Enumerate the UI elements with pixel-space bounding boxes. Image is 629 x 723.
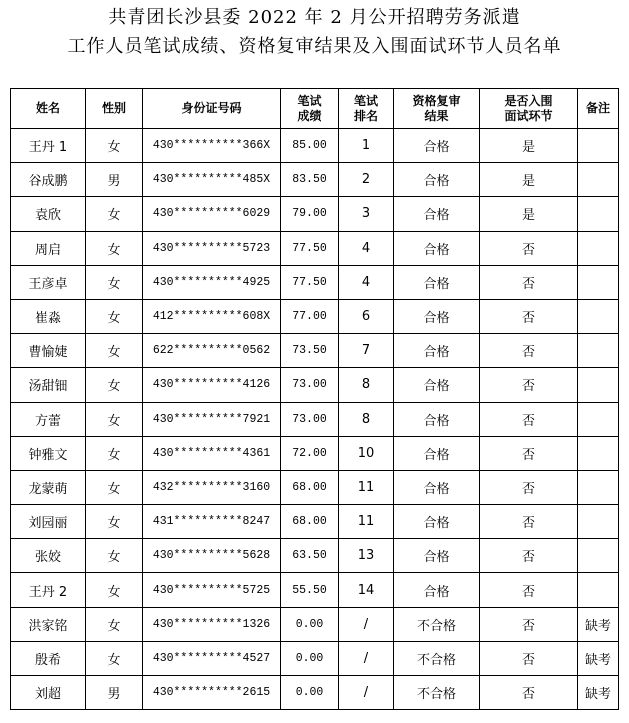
- cell-name: 王彦卓: [11, 265, 86, 299]
- table-row: [11, 334, 619, 368]
- table-body: [11, 129, 619, 710]
- cell-written-rank: 1: [339, 129, 394, 163]
- cell-gender: 女: [86, 334, 143, 368]
- cell-review-result: 合格: [394, 505, 480, 539]
- cell-id-number: 412**********608X: [143, 299, 281, 333]
- cell-name: 龙蒙萌: [11, 470, 86, 504]
- cell-gender: 男: [86, 676, 143, 710]
- cell-written-rank: 8: [339, 402, 394, 436]
- cell-written-score: 55.50: [281, 573, 339, 607]
- cell-review-result: 不合格: [394, 607, 480, 641]
- cell-review-result: 合格: [394, 334, 480, 368]
- cell-name: 周启: [11, 231, 86, 265]
- cell-id-number: 432**********3160: [143, 470, 281, 504]
- cell-written-rank: 4: [339, 265, 394, 299]
- cell-note: [578, 299, 619, 333]
- cell-name: 曹愉婕: [11, 334, 86, 368]
- cell-note: [578, 402, 619, 436]
- cell-written-rank: 6: [339, 299, 394, 333]
- cell-review-result: 合格: [394, 231, 480, 265]
- cell-review-result: 合格: [394, 299, 480, 333]
- cell-name: 钟雅文: [11, 436, 86, 470]
- cell-name: 刘超: [11, 676, 86, 710]
- cell-written-score: 72.00: [281, 436, 339, 470]
- cell-note: [578, 539, 619, 573]
- cell-note: [578, 265, 619, 299]
- cell-interview-shortlist: 否: [480, 641, 578, 675]
- table-row: [11, 641, 619, 675]
- cell-name: 王丹 1: [11, 129, 86, 163]
- cell-note: [578, 231, 619, 265]
- cell-written-rank: 14: [339, 573, 394, 607]
- cell-note: 缺考: [578, 607, 619, 641]
- cell-gender: 女: [86, 197, 143, 231]
- cell-note: [578, 197, 619, 231]
- header-name: 姓名: [11, 89, 86, 129]
- table-row: [11, 573, 619, 607]
- cell-interview-shortlist: 否: [480, 573, 578, 607]
- cell-written-score: 83.50: [281, 163, 339, 197]
- cell-written-rank: 11: [339, 505, 394, 539]
- cell-id-number: 430**********4126: [143, 368, 281, 402]
- cell-written-score: 77.50: [281, 231, 339, 265]
- cell-review-result: 合格: [394, 163, 480, 197]
- cell-written-score: 85.00: [281, 129, 339, 163]
- cell-review-result: 不合格: [394, 641, 480, 675]
- cell-gender: 女: [86, 368, 143, 402]
- cell-review-result: 合格: [394, 539, 480, 573]
- cell-review-result: 合格: [394, 129, 480, 163]
- cell-interview-shortlist: 否: [480, 231, 578, 265]
- cell-written-score: 77.00: [281, 299, 339, 333]
- header-id-number: 身份证号码: [143, 89, 281, 129]
- document-title-line-1: 共青团长沙县委 2022 年 2 月公开招聘劳务派遣: [108, 7, 521, 28]
- header-review-result: 资格复审 结果: [394, 89, 480, 129]
- table-row: [11, 436, 619, 470]
- cell-written-score: 0.00: [281, 676, 339, 710]
- cell-name: 张姣: [11, 539, 86, 573]
- cell-id-number: 430**********5628: [143, 539, 281, 573]
- cell-name: 殷希: [11, 641, 86, 675]
- cell-gender: 女: [86, 299, 143, 333]
- cell-name: 方蕾: [11, 402, 86, 436]
- table-row: [11, 231, 619, 265]
- cell-written-rank: /: [339, 641, 394, 675]
- table-row: [11, 607, 619, 641]
- cell-written-rank: 11: [339, 470, 394, 504]
- cell-interview-shortlist: 否: [480, 436, 578, 470]
- cell-gender: 女: [86, 231, 143, 265]
- cell-note: [578, 573, 619, 607]
- cell-id-number: 430**********4925: [143, 265, 281, 299]
- header-gender: 性别: [86, 89, 143, 129]
- cell-gender: 男: [86, 163, 143, 197]
- cell-id-number: 622**********0562: [143, 334, 281, 368]
- cell-written-rank: 13: [339, 539, 394, 573]
- cell-id-number: 431**********8247: [143, 505, 281, 539]
- cell-written-rank: 8: [339, 368, 394, 402]
- cell-gender: 女: [86, 505, 143, 539]
- cell-interview-shortlist: 否: [480, 299, 578, 333]
- cell-note: [578, 163, 619, 197]
- cell-gender: 女: [86, 573, 143, 607]
- cell-note: [578, 505, 619, 539]
- table-row: [11, 505, 619, 539]
- table-row: [11, 265, 619, 299]
- results-table: [10, 88, 619, 710]
- cell-written-score: 73.00: [281, 368, 339, 402]
- cell-interview-shortlist: 否: [480, 334, 578, 368]
- cell-gender: 女: [86, 402, 143, 436]
- cell-interview-shortlist: 否: [480, 676, 578, 710]
- table-row: [11, 539, 619, 573]
- cell-id-number: 430**********5725: [143, 573, 281, 607]
- cell-interview-shortlist: 否: [480, 402, 578, 436]
- cell-written-rank: 4: [339, 231, 394, 265]
- cell-written-score: 73.50: [281, 334, 339, 368]
- header-note: 备注: [578, 89, 619, 129]
- cell-written-rank: 2: [339, 163, 394, 197]
- cell-name: 崔淼: [11, 299, 86, 333]
- cell-written-score: 68.00: [281, 505, 339, 539]
- cell-gender: 女: [86, 539, 143, 573]
- cell-name: 袁欣: [11, 197, 86, 231]
- cell-name: 谷成鹏: [11, 163, 86, 197]
- table-row: [11, 402, 619, 436]
- cell-note: [578, 334, 619, 368]
- cell-written-rank: 7: [339, 334, 394, 368]
- cell-written-score: 79.00: [281, 197, 339, 231]
- table-header-row: [11, 89, 619, 129]
- table-row: [11, 470, 619, 504]
- header-written-rank: 笔试 排名: [339, 89, 394, 129]
- cell-gender: 女: [86, 436, 143, 470]
- cell-written-rank: /: [339, 607, 394, 641]
- cell-review-result: 合格: [394, 573, 480, 607]
- cell-id-number: 430**********4527: [143, 641, 281, 675]
- cell-id-number: 430**********7921: [143, 402, 281, 436]
- cell-id-number: 430**********1326: [143, 607, 281, 641]
- table-row: [11, 676, 619, 710]
- cell-id-number: 430**********485X: [143, 163, 281, 197]
- cell-id-number: 430**********4361: [143, 436, 281, 470]
- cell-id-number: 430**********5723: [143, 231, 281, 265]
- document-title-line-2: 工作人员笔试成绩、资格复审结果及入围面试环节人员名单: [67, 36, 562, 57]
- cell-written-score: 77.50: [281, 265, 339, 299]
- cell-written-score: 63.50: [281, 539, 339, 573]
- table-row: [11, 163, 619, 197]
- cell-gender: 女: [86, 641, 143, 675]
- cell-interview-shortlist: 否: [480, 607, 578, 641]
- cell-written-rank: 3: [339, 197, 394, 231]
- cell-written-score: 73.00: [281, 402, 339, 436]
- cell-note: [578, 470, 619, 504]
- cell-gender: 女: [86, 265, 143, 299]
- header-interview-shortlist: 是否入围 面试环节: [480, 89, 578, 129]
- cell-interview-shortlist: 否: [480, 470, 578, 504]
- cell-review-result: 合格: [394, 197, 480, 231]
- cell-name: 刘园丽: [11, 505, 86, 539]
- cell-review-result: 合格: [394, 265, 480, 299]
- table-row: [11, 368, 619, 402]
- table-row: [11, 299, 619, 333]
- cell-interview-shortlist: 否: [480, 265, 578, 299]
- cell-written-score: 68.00: [281, 470, 339, 504]
- cell-name: 王丹 2: [11, 573, 86, 607]
- cell-gender: 女: [86, 607, 143, 641]
- cell-name: 汤甜钿: [11, 368, 86, 402]
- cell-gender: 女: [86, 470, 143, 504]
- cell-id-number: 430**********366X: [143, 129, 281, 163]
- cell-interview-shortlist: 否: [480, 505, 578, 539]
- header-written-score: 笔试 成绩: [281, 89, 339, 129]
- cell-interview-shortlist: 否: [480, 368, 578, 402]
- cell-review-result: 合格: [394, 368, 480, 402]
- cell-note: 缺考: [578, 676, 619, 710]
- cell-id-number: 430**********2615: [143, 676, 281, 710]
- cell-review-result: 合格: [394, 470, 480, 504]
- cell-interview-shortlist: 是: [480, 163, 578, 197]
- cell-written-score: 0.00: [281, 641, 339, 675]
- cell-review-result: 合格: [394, 436, 480, 470]
- cell-review-result: 不合格: [394, 676, 480, 710]
- cell-id-number: 430**********6029: [143, 197, 281, 231]
- cell-written-rank: /: [339, 676, 394, 710]
- cell-interview-shortlist: 是: [480, 197, 578, 231]
- table-row: [11, 129, 619, 163]
- cell-gender: 女: [86, 129, 143, 163]
- cell-interview-shortlist: 是: [480, 129, 578, 163]
- cell-note: [578, 436, 619, 470]
- cell-interview-shortlist: 否: [480, 539, 578, 573]
- cell-name: 洪家铭: [11, 607, 86, 641]
- cell-note: [578, 129, 619, 163]
- cell-note: [578, 368, 619, 402]
- cell-written-score: 0.00: [281, 607, 339, 641]
- cell-note: 缺考: [578, 641, 619, 675]
- cell-written-rank: 10: [339, 436, 394, 470]
- cell-review-result: 合格: [394, 402, 480, 436]
- table-row: [11, 197, 619, 231]
